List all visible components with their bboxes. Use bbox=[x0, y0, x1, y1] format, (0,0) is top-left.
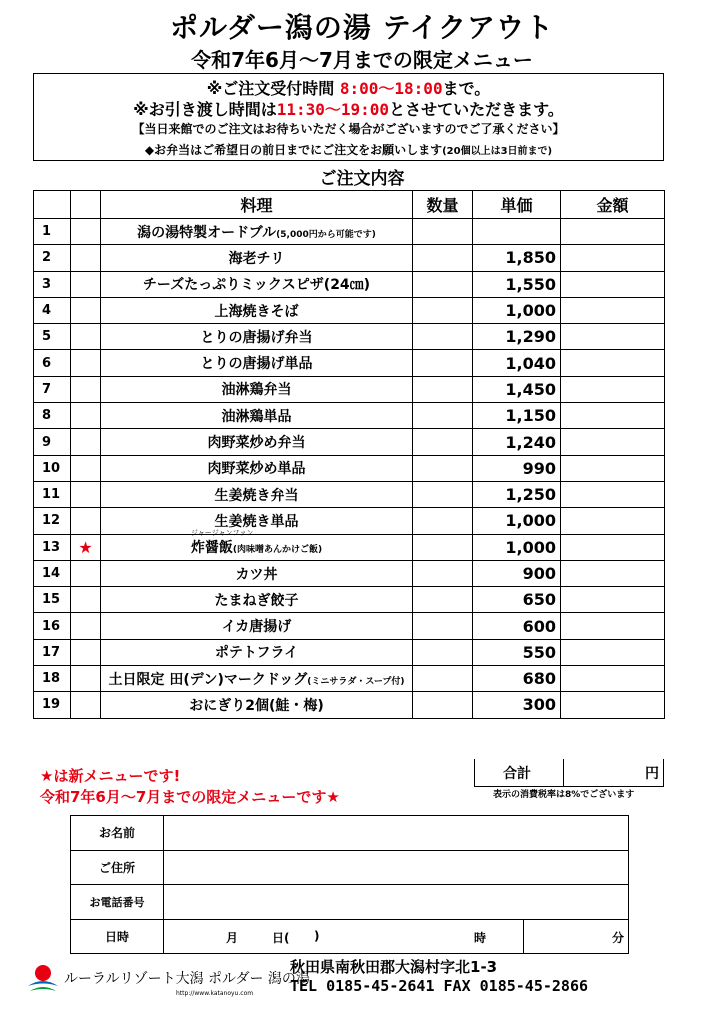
customer-datetime-row bbox=[71, 919, 629, 954]
qty-cell[interactable] bbox=[413, 666, 473, 692]
unit-price: 1,000 bbox=[473, 508, 561, 534]
amount-cell[interactable] bbox=[561, 403, 665, 429]
item-name-text: 生姜焼き単品 bbox=[214, 513, 299, 530]
new-mark bbox=[71, 219, 101, 245]
row-number: 16 bbox=[34, 613, 71, 639]
item-note: (5,000円から可能です) bbox=[276, 229, 376, 240]
new-mark bbox=[71, 560, 101, 586]
item-name-text: 油淋鶏単品 bbox=[221, 408, 292, 425]
total-label: 合計 bbox=[503, 766, 531, 782]
new-mark bbox=[71, 403, 101, 429]
unit-price: 1,150 bbox=[473, 403, 561, 429]
amount-cell[interactable] bbox=[561, 271, 665, 297]
logo-icon bbox=[26, 962, 60, 996]
item-note: (ミニサラダ・スープ付) bbox=[307, 676, 405, 687]
row-number: 19 bbox=[34, 692, 71, 718]
item-name bbox=[101, 429, 413, 455]
item-name bbox=[101, 508, 413, 534]
new-mark bbox=[71, 324, 101, 350]
same-day-note: 【当日来館でのご注文はお待ちいただく場合がございますのでご了承ください】 bbox=[132, 122, 565, 136]
address-field[interactable] bbox=[164, 850, 629, 885]
address-label: ご住所 bbox=[71, 850, 164, 885]
row-number: 4 bbox=[34, 297, 71, 323]
footer-tel: TEL 0185-45-2641 FAX 0185-45-2866 bbox=[290, 977, 589, 995]
page-title: ポルダー潟の湯 テイクアウト bbox=[169, 11, 555, 44]
unit-price: 650 bbox=[473, 587, 561, 613]
header-unit-price: 単価 bbox=[473, 191, 561, 219]
amount-cell[interactable] bbox=[561, 613, 665, 639]
amount-cell[interactable] bbox=[561, 376, 665, 402]
order-hours-line: ※ご注文受付時間 8:00～18:00まで。 bbox=[206, 79, 491, 98]
new-mark bbox=[71, 508, 101, 534]
item-name-text: 炸醤飯 bbox=[190, 540, 233, 557]
customer-phone-row bbox=[71, 885, 629, 920]
item-name bbox=[101, 245, 413, 271]
name-field[interactable] bbox=[164, 816, 629, 851]
limited-menu-note: 令和7年6月～7月までの限定メニューです★ bbox=[40, 788, 340, 806]
unit-price: 1,000 bbox=[473, 534, 561, 560]
new-mark: ★ bbox=[71, 534, 101, 560]
qty-cell[interactable] bbox=[413, 376, 473, 402]
table-row bbox=[34, 534, 665, 560]
amount-cell[interactable] bbox=[561, 587, 665, 613]
new-mark bbox=[71, 245, 101, 271]
amount-cell[interactable] bbox=[561, 666, 665, 692]
table-row bbox=[34, 350, 665, 376]
advance-note: ◆お弁当はご希望日の前日までにご注文をお願いします(20個以上は3日前まで) bbox=[144, 143, 553, 157]
item-name bbox=[101, 529, 413, 560]
logo-text: ルーラルリゾート大潟 ポルダー 潟の湯 bbox=[64, 971, 310, 987]
header-amount: 金額 bbox=[561, 191, 665, 219]
new-menu-note: ★は新メニューです! bbox=[40, 767, 181, 785]
amount-cell[interactable] bbox=[561, 508, 665, 534]
amount-cell[interactable] bbox=[561, 324, 665, 350]
pickup-hours-value: 11:30～19:00 bbox=[276, 100, 390, 119]
item-name bbox=[101, 324, 413, 350]
qty-cell[interactable] bbox=[413, 350, 473, 376]
tax-note: 表示の消費税率は8%でございます bbox=[493, 790, 635, 800]
table-row bbox=[34, 481, 665, 507]
customer-name-row bbox=[71, 816, 629, 851]
item-name-text: カツ丼 bbox=[235, 566, 278, 583]
page-subtitle: 令和7年6月～7月までの限定メニュー bbox=[191, 48, 533, 72]
new-mark bbox=[71, 481, 101, 507]
notice-box bbox=[33, 73, 664, 161]
new-mark bbox=[71, 587, 101, 613]
unit-price: 1,240 bbox=[473, 429, 561, 455]
time-field[interactable]: 分 bbox=[524, 919, 629, 954]
unit-price: 1,450 bbox=[473, 376, 561, 402]
amount-cell[interactable] bbox=[561, 350, 665, 376]
item-name-text: とりの唐揚げ単品 bbox=[200, 356, 313, 373]
item-name bbox=[101, 350, 413, 376]
item-name-text: 潟の湯特製オードブル bbox=[137, 224, 277, 241]
table-row bbox=[34, 560, 665, 586]
table-row bbox=[34, 324, 665, 350]
qty-cell[interactable] bbox=[413, 534, 473, 560]
pickup-hours-line: ※お引き渡し時間は11:30～19:00とさせていただきます。 bbox=[133, 100, 564, 119]
qty-cell[interactable] bbox=[413, 271, 473, 297]
amount-cell[interactable] bbox=[561, 429, 665, 455]
amount-cell[interactable] bbox=[561, 297, 665, 323]
qty-cell[interactable] bbox=[413, 429, 473, 455]
new-mark bbox=[71, 271, 101, 297]
unit-price: 1,850 bbox=[473, 245, 561, 271]
row-number: 3 bbox=[34, 271, 71, 297]
item-name-text: イカ唐揚げ bbox=[221, 619, 292, 636]
unit-price bbox=[473, 219, 561, 245]
item-ruby: ジャージャンファン bbox=[190, 529, 254, 538]
item-name bbox=[101, 219, 413, 245]
item-name-text: 土日限定 田(デン)マークドッグ bbox=[108, 671, 308, 688]
order-section-title: ご注文内容 bbox=[319, 169, 405, 189]
table-row bbox=[34, 692, 665, 718]
header-qty: 数量 bbox=[413, 191, 473, 219]
qty-cell[interactable] bbox=[413, 455, 473, 481]
new-mark bbox=[71, 429, 101, 455]
logo-url: http://www.katanoyu.com bbox=[176, 990, 254, 997]
phone-field[interactable] bbox=[164, 885, 629, 920]
qty-cell[interactable] bbox=[413, 613, 473, 639]
item-name-text: 油淋鶏弁当 bbox=[221, 382, 292, 399]
customer-address-row bbox=[71, 850, 629, 885]
amount-cell[interactable] bbox=[561, 245, 665, 271]
item-name-text: 肉野菜炒め単品 bbox=[207, 461, 306, 478]
new-mark bbox=[71, 692, 101, 718]
row-number: 17 bbox=[34, 639, 71, 665]
order-table bbox=[33, 190, 665, 719]
row-number: 12 bbox=[34, 508, 71, 534]
table-row bbox=[34, 613, 665, 639]
item-name-text: 海老チリ bbox=[228, 250, 285, 267]
item-name-text: 生姜焼き弁当 bbox=[214, 487, 299, 504]
table-row bbox=[34, 219, 665, 245]
item-note: (24㎝) bbox=[323, 277, 371, 294]
table-row bbox=[34, 455, 665, 481]
datetime-label: 日時 bbox=[71, 919, 164, 954]
item-name bbox=[101, 376, 413, 402]
total-box bbox=[474, 759, 664, 787]
item-name bbox=[101, 639, 413, 665]
item-name bbox=[101, 666, 413, 692]
item-name bbox=[101, 560, 413, 586]
qty-cell[interactable] bbox=[413, 692, 473, 718]
new-mark bbox=[71, 376, 101, 402]
phone-label: お電話番号 bbox=[71, 885, 164, 920]
item-name bbox=[101, 587, 413, 613]
table-row bbox=[34, 508, 665, 534]
unit-price: 1,550 bbox=[473, 271, 561, 297]
row-number: 10 bbox=[34, 455, 71, 481]
row-number: 9 bbox=[34, 429, 71, 455]
item-name-text: チーズたっぷりミックスピザ bbox=[142, 277, 324, 294]
unit-price: 1,040 bbox=[473, 350, 561, 376]
unit-price: 990 bbox=[473, 455, 561, 481]
qty-cell[interactable] bbox=[413, 245, 473, 271]
unit-price: 680 bbox=[473, 666, 561, 692]
row-number: 13 bbox=[34, 534, 71, 560]
item-name bbox=[101, 271, 413, 297]
table-row bbox=[34, 429, 665, 455]
new-mark bbox=[71, 297, 101, 323]
date-field[interactable]: 月 日( ) 時 bbox=[164, 919, 524, 954]
unit-price: 900 bbox=[473, 560, 561, 586]
header-item: 料理 bbox=[101, 191, 413, 219]
new-mark bbox=[71, 666, 101, 692]
amount-cell[interactable] bbox=[561, 639, 665, 665]
order-hours-value: 8:00～18:00 bbox=[339, 79, 443, 98]
unit-price: 600 bbox=[473, 613, 561, 639]
row-number: 6 bbox=[34, 350, 71, 376]
unit-price: 300 bbox=[473, 692, 561, 718]
table-row bbox=[34, 376, 665, 402]
qty-cell[interactable] bbox=[413, 481, 473, 507]
row-number: 18 bbox=[34, 666, 71, 692]
item-name-text: 肉野菜炒め弁当 bbox=[207, 435, 306, 452]
name-label: お名前 bbox=[71, 816, 164, 851]
item-name bbox=[101, 613, 413, 639]
total-unit: 円 bbox=[645, 766, 659, 782]
item-name-text: たまねぎ餃子 bbox=[214, 592, 299, 609]
row-number: 15 bbox=[34, 587, 71, 613]
amount-cell[interactable] bbox=[561, 481, 665, 507]
item-name bbox=[101, 403, 413, 429]
item-name bbox=[101, 455, 413, 481]
item-name-text: 上海焼きそば bbox=[214, 303, 299, 320]
item-name bbox=[101, 297, 413, 323]
unit-price: 1,250 bbox=[473, 481, 561, 507]
row-number: 7 bbox=[34, 376, 71, 402]
row-number: 8 bbox=[34, 403, 71, 429]
item-name-text: とりの唐揚げ弁当 bbox=[200, 329, 313, 346]
table-row bbox=[34, 297, 665, 323]
amount-cell[interactable] bbox=[561, 534, 665, 560]
table-row bbox=[34, 587, 665, 613]
row-number: 11 bbox=[34, 481, 71, 507]
table-row bbox=[34, 245, 665, 271]
item-name-text: おにぎり2個(鮭・梅) bbox=[189, 697, 324, 714]
amount-cell[interactable] bbox=[561, 219, 665, 245]
item-note: (肉味噌あんかけご飯) bbox=[232, 545, 323, 556]
unit-price: 1,000 bbox=[473, 297, 561, 323]
row-number: 2 bbox=[34, 245, 71, 271]
amount-cell[interactable] bbox=[561, 692, 665, 718]
table-row bbox=[34, 271, 665, 297]
unit-price: 1,290 bbox=[473, 324, 561, 350]
logo bbox=[26, 962, 310, 1002]
table-row bbox=[34, 666, 665, 692]
footer-address: 秋田県南秋田郡大潟村字北1-3 bbox=[290, 958, 498, 976]
row-number: 5 bbox=[34, 324, 71, 350]
new-mark bbox=[71, 350, 101, 376]
qty-cell[interactable] bbox=[413, 324, 473, 350]
item-name-text: ポテトフライ bbox=[214, 645, 299, 662]
qty-cell[interactable] bbox=[413, 639, 473, 665]
qty-cell[interactable] bbox=[413, 587, 473, 613]
qty-cell[interactable] bbox=[413, 508, 473, 534]
amount-cell[interactable] bbox=[561, 455, 665, 481]
qty-cell[interactable] bbox=[413, 403, 473, 429]
row-number: 14 bbox=[34, 560, 71, 586]
qty-cell[interactable] bbox=[413, 219, 473, 245]
qty-cell[interactable] bbox=[413, 560, 473, 586]
unit-price: 550 bbox=[473, 639, 561, 665]
item-name bbox=[101, 692, 413, 718]
new-mark bbox=[71, 455, 101, 481]
new-mark bbox=[71, 613, 101, 639]
table-row bbox=[34, 639, 665, 665]
qty-cell[interactable] bbox=[413, 297, 473, 323]
table-header-row bbox=[34, 191, 665, 219]
new-mark bbox=[71, 639, 101, 665]
row-number: 1 bbox=[34, 219, 71, 245]
customer-form bbox=[70, 815, 629, 954]
table-row bbox=[34, 403, 665, 429]
item-name bbox=[101, 481, 413, 507]
amount-cell[interactable] bbox=[561, 560, 665, 586]
